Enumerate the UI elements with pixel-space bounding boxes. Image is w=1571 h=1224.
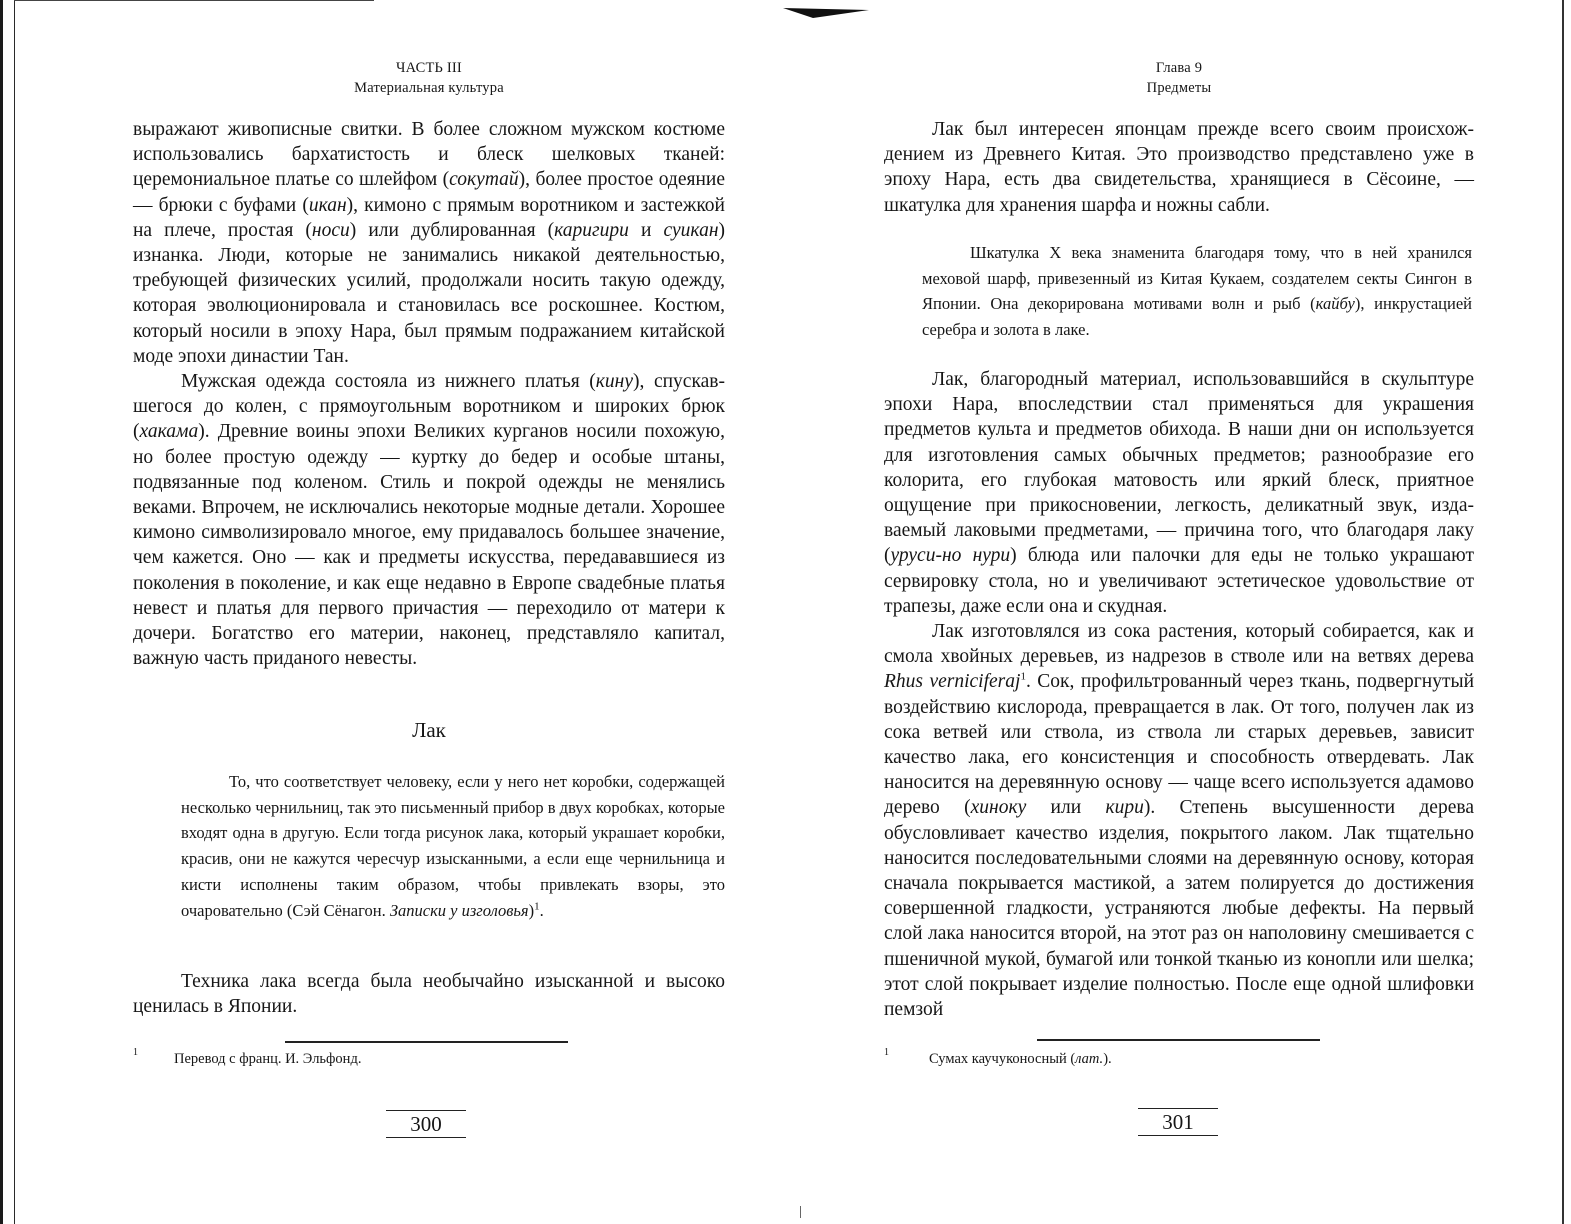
italic-term: носи [311,219,350,241]
left-body-text [133,117,725,671]
header-title: Предметы [1146,80,1212,96]
italic-term: сокутай [449,169,519,191]
footnote-rule [1037,1039,1320,1041]
italic-term: хакама [139,421,199,443]
text-run: Мужская одежда состояла из нижнего платья ( [181,371,596,393]
footnote-ref: 1 [1020,670,1026,683]
header-part: ЧАСТЬ III [396,60,462,76]
italic-term: уруси-но нури [890,545,1011,567]
page-number: 301 [1138,1108,1218,1136]
page-number: 300 [386,1110,466,1138]
italic-term: кину [595,371,633,393]
gutter-mark [783,4,869,18]
paragraph: Лак был интересен японцам прежде всего своим происхождением из Древнего Китая. Это производство представлено уже в эпоху Нара, есть два свидетельства, хранящиеся в Сёсоине, — шкатулка для хранения шарфа и ножны сабли. [884,119,1474,216]
paragraph [133,369,725,671]
text-run: ). Степень высушенности дерева обусловливает качество изделия, покрытого лаком. Лак тщательно наносится последовательными слоями на деревянную основу, которая сначала покрывается мастикой, а затем полируется до достижения совершенной гладкости, устраняются любые дефекты. На первый слой лака наносится второй, на этот раз он наполовину смешивается с пшеничной мукой, бумагой или тонкой тканью из конопли или шелка; этот слой покрывает изделие полностью. После еще одной шлифовки пемзой [884,797,1474,1021]
text-run: То, что соответствует человеку, если у него нет коробки, содержащей несколько чернильниц, так это письменный прибор в двух коробках, которые входят одна в другую. Если тогда рисунок лака, который украшает коробки, красив, они не кажутся чересчур изысканными, а если еще чернильница и кисти исполнены таким образом, чтобы привлекать взоры, это очаровательно (Сэй Сёнагон. [181,772,725,920]
page-top-edge [14,0,374,1]
text-run: . [539,900,544,920]
text-run: ) блюда или палочки для еды не только украшают сервировку стола, но и увеличивают эстетическое удовольствие от трапезы, даже если она и скудная. [884,545,1474,617]
running-header-right [884,58,1474,98]
footnote-rule [285,1041,568,1043]
text-run: Лак, благородный материал, использовавшийся в скульптуре эпохи Нара, впоследствии стал применяться для украшения предметов культа и предметов обихода. В наши дни он используется для изготовления самых обычных предметов; разнообразие его колорита, его глубокая матовость или яркий блеск, приятное ощущение при прикосновении, легкость, деликатный звук, издаваемый лаковыми предметами, — причина того, что благодаря лаку ( [884,369,1474,567]
quote-text [922,240,1472,343]
text-run: Лак изготовлялся из сока растения, который собирается, как и смола хвойных деревьев, из надрезов в стволе или на ветвях дерева [884,621,1474,668]
footnote-text: Сумах каучуконосный ( [929,1051,1076,1067]
text-run: ) или дублированная ( [349,219,555,241]
header-title: Материальная культура [354,80,504,96]
right-intro-text [884,117,1474,218]
italic-term: икан [308,194,347,216]
text-run: и [628,219,664,241]
italic-term: каригири [554,219,629,241]
footnote-mark: 1 [884,1047,889,1058]
quote-text [181,769,725,923]
footnote-mark: 1 [133,1047,138,1058]
binding-edge [0,0,3,1224]
text-run: ), инкрустацией серебра и золота в лаке. [922,294,1473,340]
gutter-tick [800,1206,801,1218]
right-body-text [884,367,1474,1022]
italic-term: суикан [663,219,719,241]
paragraph [884,367,1474,619]
italic-term: хиноку [970,797,1027,819]
footnote: Перевод с франц. И. Эльфонд. [174,1051,362,1067]
footnote [929,1049,1469,1069]
header-part: Глава 9 [1155,60,1203,76]
quote-block [922,240,1472,343]
footnote-end: ). [1103,1051,1112,1067]
italic-term: кири [1105,797,1144,819]
text-run: ), кимоно с прямым воротником и застежкой на плече, простая ( [133,194,725,241]
text-run: ), более простое одеяние — брюки с буфами ( [133,169,725,216]
text-run: или [1026,797,1106,819]
right-page-edge [1562,0,1564,1224]
italic-term: Записки у изголовья [389,900,529,920]
paragraph [133,117,725,369]
after-quote-text [133,969,725,1019]
text-run: Шкатулка X века знаменита благодаря тому, что в ней хранился меховой шарф, привезенный из Китая Кукаем, создателем секты Сингон в Японии. Она декорирована мотивами волн и рыб ( [922,243,1472,314]
running-header-left [133,58,725,98]
section-title: Лак [412,718,446,742]
italic-term: Rhus verniciferaj [884,671,1021,693]
footnote-ref: 1 [534,900,540,913]
text-run: ). Древние воины эпохи Великих курганов носили похожую, но более простую одежду — куртку до бедер и особые штаны, подвязанные под коленом. Стиль и покрой одежды не менялись веками. Впрочем, не исключались некоторые модные детали. Хорошее кимоно символизировало многое, ему придавалось большее значение, чем кажется. Оно — как и предметы искусства, передававшиеся из поколения в поколение, и как еще недавно в Европе свадебные платья невест и платья для первого причастия — переходило от матери к дочери. Богатство его материи, наконец, представляло капитал, важную часть приданого невесты. [133,421,725,670]
text-run: выражают живописные свитки. В более сложном мужском костюме использовались бархатистость и блеск шелковых тканей: церемониальное платье со шлейфом ( [133,119,725,191]
text-run: ), спускавшегося до колен, с прямоугольным воротником и широких брюк ( [133,371,725,443]
italic-term: кайбу [1315,294,1355,314]
page-edge-line [14,0,15,1224]
paragraph [884,619,1474,1022]
quote-block [181,769,725,923]
text-run: . Сок, профильтрованный через ткань, подвергнутый воздействию кислорода, превращается в лак. От того, получен лак из сока ветвей или ствола, из ствола ли старых деревьев, зависит качество лака, его консистенция и способность отвердевать. Лак наносится на деревянную основу — чаще всего используется адамово дерево ( [884,671,1475,819]
text-run: ) [528,900,535,920]
text-run: ) изнанка. Люди, которые не занимались никакой деятельностью, требующей физических усилий, продолжали носить такую одежду, которая эволюционировала и становилась все роскошнее. Костюм, который носили в эпоху Нара, был прямым подражанием китайской моде эпохи династии Тан. [133,219,725,367]
footnote-italic: лат. [1075,1051,1104,1067]
paragraph: Техника лака всегда была необычайно изысканной и высоко ценилась в Японии. [133,971,725,1018]
